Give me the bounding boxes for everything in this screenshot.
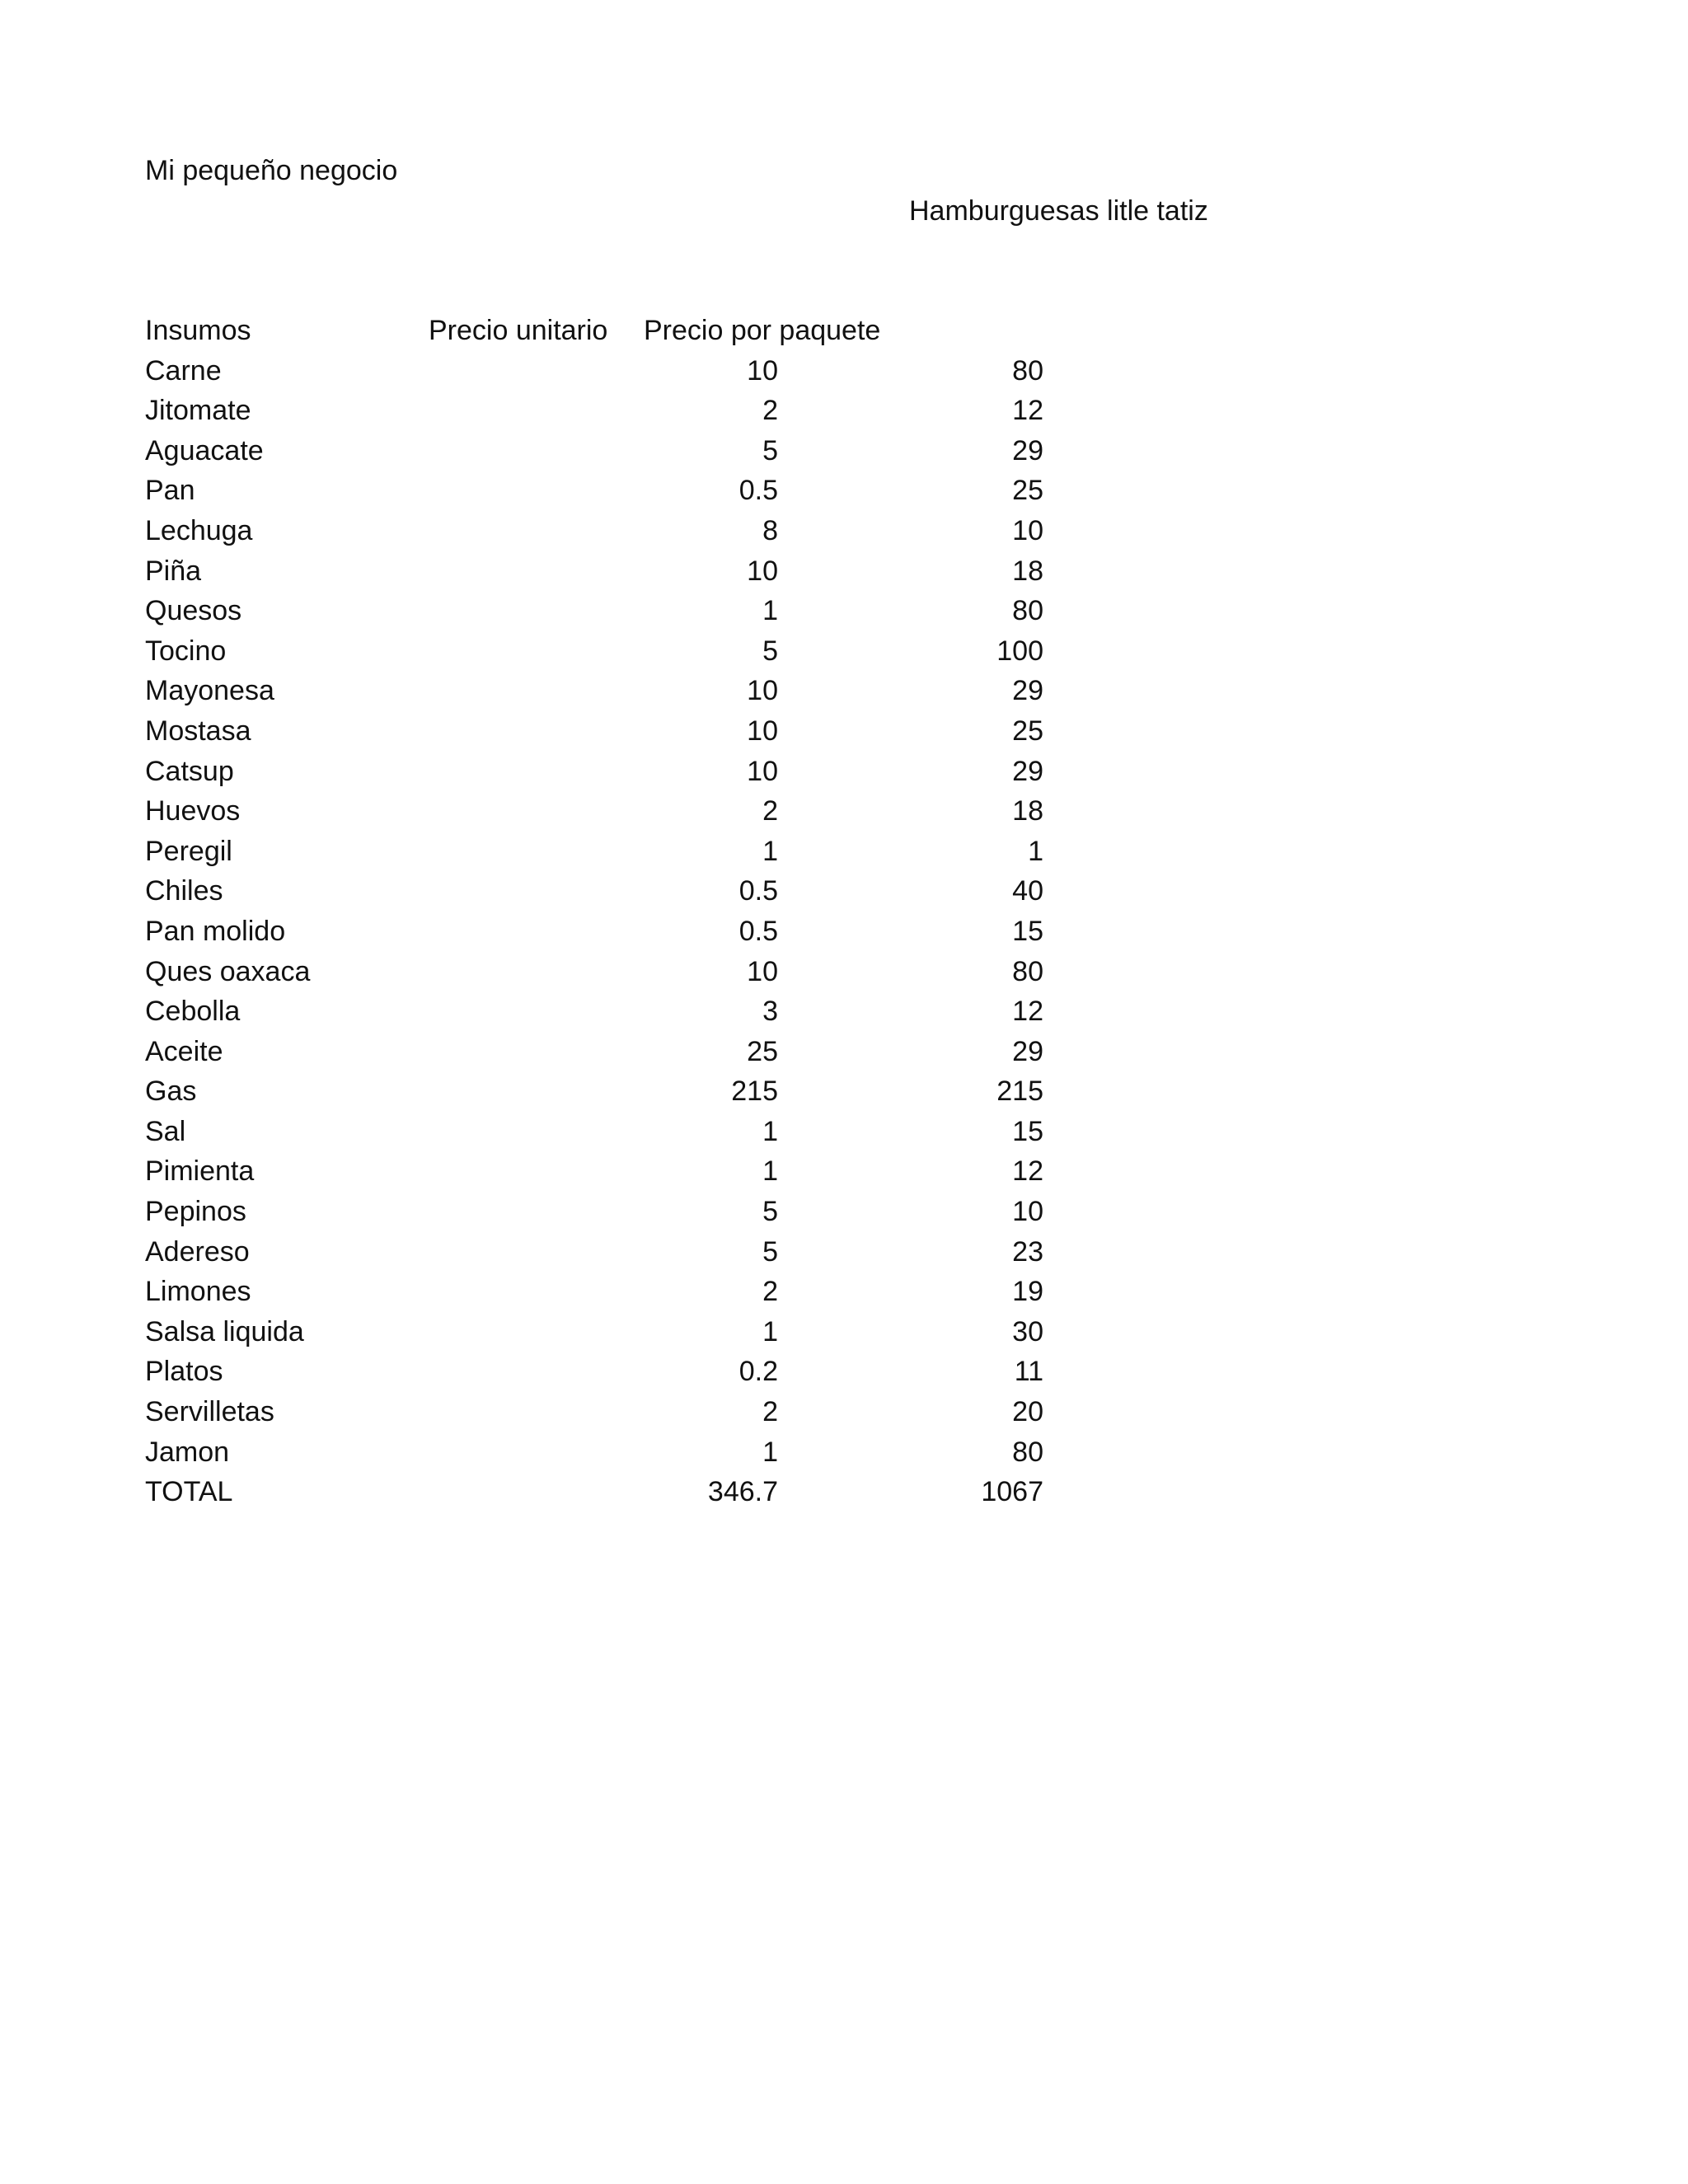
item-name: Servilletas [145,1396,274,1428]
package-price: 40 [1012,875,1043,907]
package-price: 18 [1012,555,1043,587]
table-row [145,511,1043,551]
total-row [145,1472,1043,1512]
package-price: 12 [1012,996,1043,1028]
table-row [145,351,1043,391]
table-row [145,752,1043,792]
item-name: Jamon [145,1436,230,1468]
table-row [145,1392,1043,1432]
unit-price: 1 [762,1115,778,1147]
package-price: 19 [1012,1276,1043,1308]
table-row [145,631,1043,672]
item-name: Huevos [145,795,241,827]
table-body [145,351,1043,1473]
table-row [145,1232,1043,1272]
unit-price: 25 [747,1035,778,1067]
item-name: Pan molido [145,915,286,947]
unit-price: 0.2 [738,1356,778,1388]
unit-price: 5 [762,1235,778,1268]
price-table [145,311,1043,1512]
item-name: Aceite [145,1035,223,1067]
unit-price: 1 [762,1315,778,1347]
table-row [145,1352,1043,1392]
item-name: Platos [145,1356,223,1388]
package-price: 10 [1012,514,1043,546]
unit-price: 215 [731,1076,778,1108]
package-price: 80 [1012,595,1043,627]
package-price: 80 [1012,1436,1043,1468]
package-price: 25 [1012,715,1043,747]
unit-price: 10 [747,555,778,587]
table-row [145,591,1043,631]
package-price: 15 [1012,915,1043,947]
unit-price: 1 [762,835,778,867]
item-name: Chiles [145,875,223,907]
package-price: 12 [1012,1155,1043,1188]
table-row [145,1032,1043,1072]
unit-price: 5 [762,635,778,667]
header-package-price: Precio por paquete [644,315,881,346]
item-name: Jitomate [145,395,251,427]
unit-price: 0.5 [738,915,778,947]
package-price: 100 [996,635,1043,667]
package-price: 18 [1012,795,1043,827]
package-price: 15 [1012,1115,1043,1147]
unit-price: 2 [762,1396,778,1428]
table-row [145,832,1043,872]
item-name: Sal [145,1115,186,1147]
table-row [145,391,1043,431]
package-price: 215 [996,1076,1043,1108]
item-name: Cebolla [145,996,241,1028]
table-row [145,1071,1043,1112]
item-name: Carne [145,354,222,387]
item-name: Adereso [145,1235,250,1268]
package-price: 29 [1012,675,1043,707]
unit-price: 10 [747,715,778,747]
table-row [145,991,1043,1032]
table-row [145,1151,1043,1192]
item-name: Pimienta [145,1155,255,1188]
item-name: Gas [145,1076,197,1108]
package-price: 11 [1014,1356,1043,1388]
table-row [145,471,1043,511]
unit-price: 2 [762,795,778,827]
package-price: 29 [1012,755,1043,787]
item-name: Catsup [145,755,234,787]
table-header-row [145,311,903,351]
unit-price: 10 [747,955,778,987]
unit-price: 0.5 [738,875,778,907]
item-name: Mostasa [145,715,251,747]
table-row [145,1112,1043,1152]
table-row [145,912,1043,952]
package-price: 29 [1012,434,1043,466]
table-row [145,871,1043,912]
table-row [145,711,1043,752]
table-row [145,1192,1043,1232]
table-row [145,431,1043,471]
unit-price: 2 [762,395,778,427]
table-row [145,551,1043,592]
item-name: Limones [145,1276,251,1308]
item-name: Mayonesa [145,675,274,707]
table-row [145,1432,1043,1473]
unit-price: 1 [762,1155,778,1188]
item-name: Aguacate [145,434,264,466]
brand-title: Hamburguesas litle tatiz [909,195,1208,227]
total-package-price: 1067 [981,1476,1043,1508]
table-row [145,1312,1043,1352]
package-price: 10 [1012,1196,1043,1228]
unit-price: 10 [747,675,778,707]
table-row [145,1272,1043,1312]
unit-price: 10 [747,755,778,787]
item-name: Ques oaxaca [145,955,311,987]
header-insumos: Insumos [145,315,251,346]
item-name: Pan [145,475,195,507]
unit-price: 5 [762,434,778,466]
item-name: Tocino [145,635,227,667]
package-price: 80 [1012,955,1043,987]
package-price: 30 [1012,1315,1043,1347]
table-row [145,791,1043,832]
package-price: 23 [1012,1235,1043,1268]
unit-price: 8 [762,514,778,546]
item-name: Lechuga [145,514,253,546]
unit-price: 2 [762,1276,778,1308]
table-row [145,671,1043,711]
package-price: 29 [1012,1035,1043,1067]
item-name: Piña [145,555,202,587]
package-price: 1 [1028,835,1043,867]
table-row [145,952,1043,992]
unit-price: 5 [762,1196,778,1228]
item-name: Peregil [145,835,232,867]
item-name: Pepinos [145,1196,246,1228]
header-unit-price: Precio unitario [429,315,608,346]
item-name: Quesos [145,595,242,627]
total-unit-price: 346.7 [707,1476,778,1508]
total-label: TOTAL [145,1476,233,1508]
package-price: 12 [1012,395,1043,427]
unit-price: 0.5 [738,475,778,507]
unit-price: 3 [762,996,778,1028]
item-name: Salsa liquida [145,1315,304,1347]
package-price: 80 [1012,354,1043,387]
business-title: Mi pequeño negocio [145,155,398,186]
package-price: 20 [1012,1396,1043,1428]
unit-price: 1 [762,595,778,627]
package-price: 25 [1012,475,1043,507]
unit-price: 10 [747,354,778,387]
unit-price: 1 [762,1436,778,1468]
